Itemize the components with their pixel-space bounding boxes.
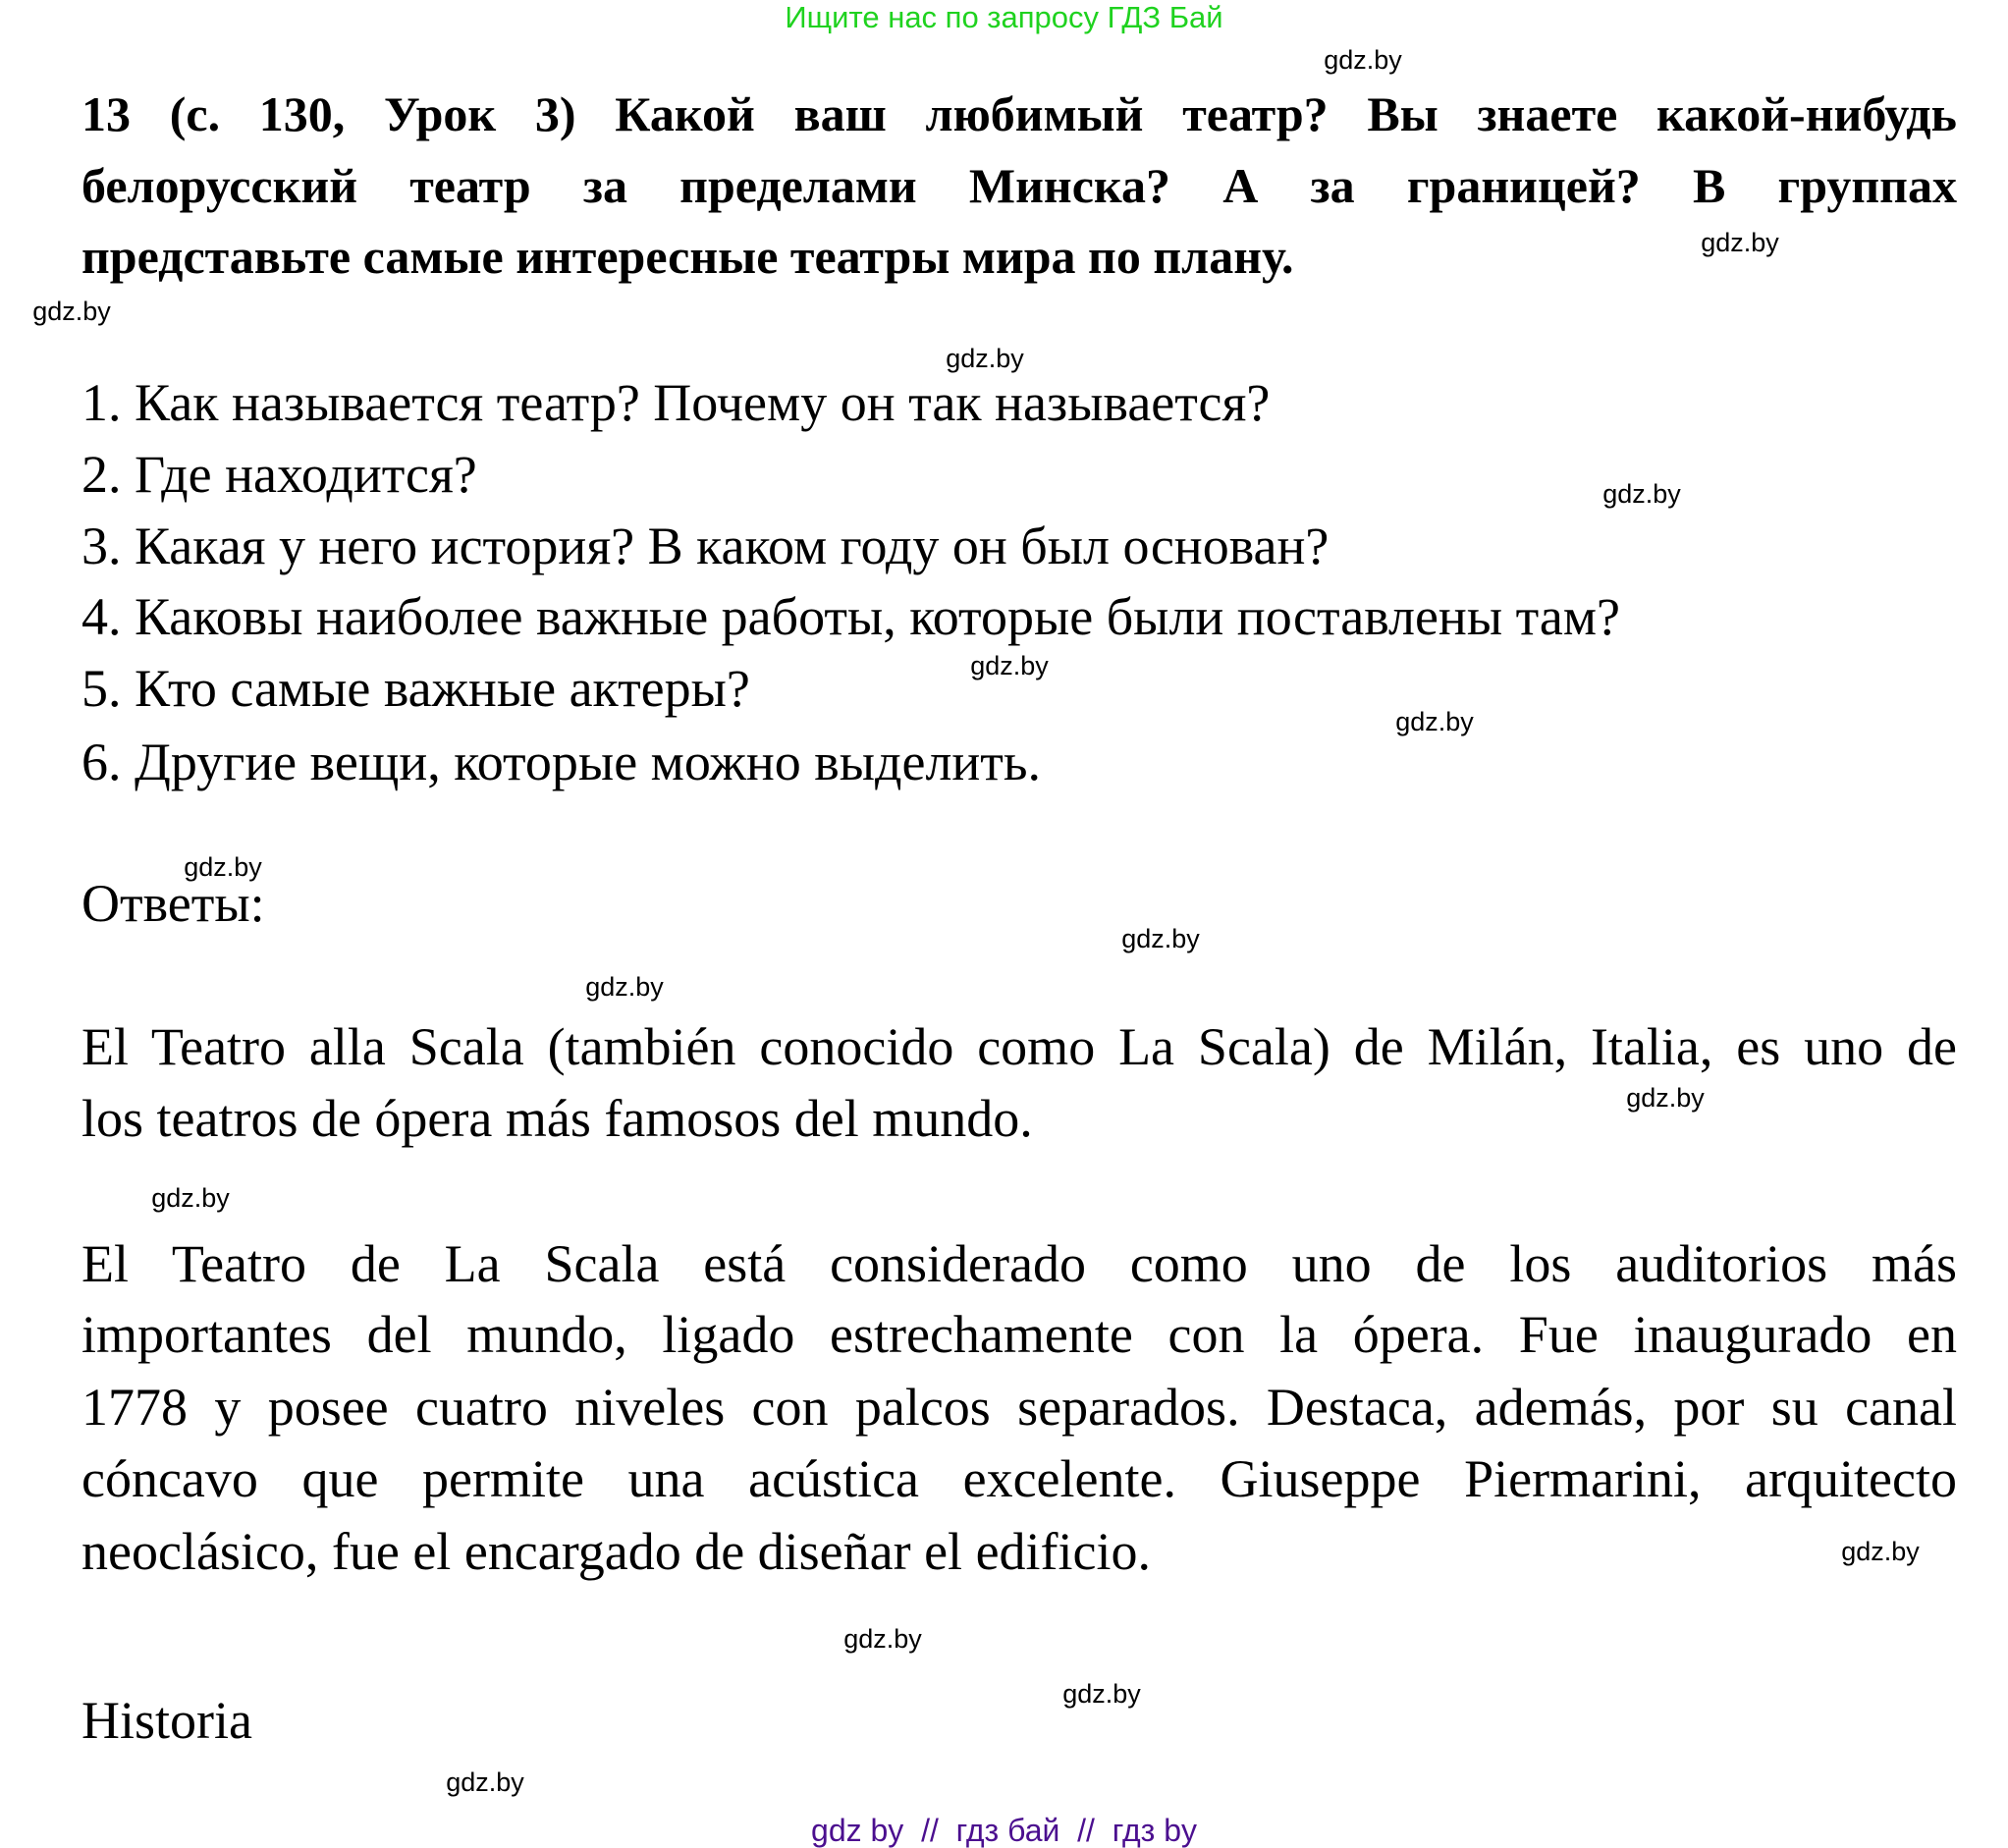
watermark: gdz.by [1602, 479, 1681, 509]
paragraph2-line-1: El Teatro de La Scala está considerado como uno de los auditorios más [81, 1234, 1957, 1293]
plan-item-1: 1. Как называется театр? Почему он так называется? [81, 373, 1271, 432]
paragraph2-line-2: importantes del mundo, ligado estrechamente con la ópera. Fue inaugurado en [81, 1305, 1957, 1364]
paragraph1-line-1: El Teatro alla Scala (también conocido como La Scala) de Milán, Italia, es uno de [81, 1017, 1957, 1076]
task-title-line-1: 13 (с. 130, Урок 3) Какой ваш любимый театр? Вы знаете какой-нибудь [81, 86, 1957, 141]
paragraph2-line-4: cóncavo que permite una acústica excelente. Giuseppe Piermarini, arquitecto [81, 1449, 1957, 1508]
watermark: gdz.by [1324, 45, 1402, 75]
watermark: gdz.by [1701, 228, 1779, 257]
section-heading-historia: Historia [81, 1691, 252, 1750]
watermark: gdz.by [1626, 1083, 1705, 1113]
watermark: gdz.by [843, 1624, 922, 1654]
watermark: gdz.by [1841, 1537, 1920, 1566]
watermark: gdz.by [1062, 1679, 1141, 1709]
paragraph1-line-2: los teatros de ópera más famosos del mundo. [81, 1089, 1033, 1148]
footer-links: gdz by // гдз бай // гдз by [811, 1813, 1197, 1848]
paragraph2-line-5: neoclásico, fue el encargado de diseñar el edificio. [81, 1522, 1151, 1581]
answers-heading: Ответы: [81, 874, 265, 933]
task-title-line-2: белорусский театр за пределами Минска? А за границей? В группах [81, 158, 1957, 213]
plan-item-2: 2. Где находится? [81, 445, 477, 504]
watermark: gdz.by [32, 297, 111, 326]
plan-item-6: 6. Другие вещи, которые можно выделить. [81, 733, 1042, 791]
plan-item-5: 5. Кто самые важные актеры? [81, 659, 750, 718]
watermark: gdz.by [151, 1183, 230, 1213]
watermark: gdz.by [585, 972, 664, 1002]
plan-item-3: 3. Какая у него история? В каком году он был основан? [81, 516, 1330, 575]
watermark: gdz.by [970, 651, 1049, 680]
paragraph2-line-3: 1778 y posee cuatro niveles con palcos separados. Destaca, además, por su canal [81, 1378, 1957, 1437]
task-title-line-3: представьте самые интересные театры мира по плану. [81, 229, 1294, 284]
watermark: gdz.by [184, 852, 262, 882]
watermark: gdz.by [1395, 707, 1474, 736]
search-banner: Ищите нас по запросу ГДЗ Бай [785, 0, 1223, 34]
plan-item-4: 4. Каковы наиболее важные работы, которые были поставлены там? [81, 587, 1620, 646]
watermark: gdz.by [446, 1767, 524, 1797]
watermark: gdz.by [1121, 924, 1200, 953]
watermark: gdz.by [946, 344, 1024, 373]
